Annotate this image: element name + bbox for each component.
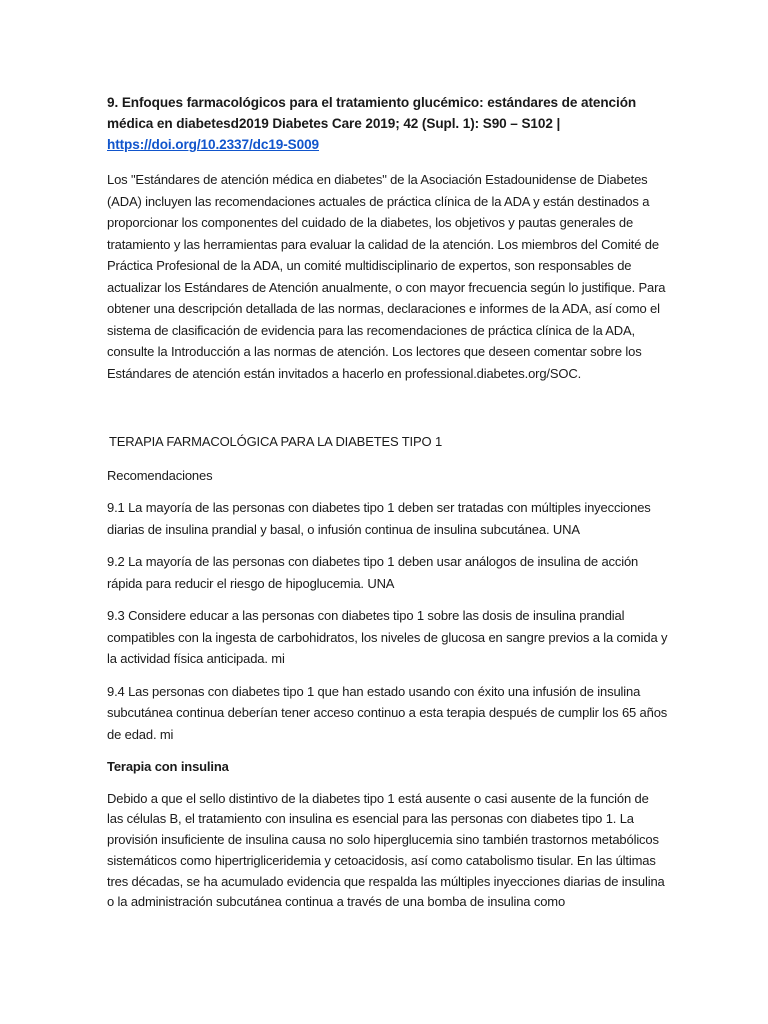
insulin-paragraph: Debido a que el sello distintivo de la diabetes tipo 1 está ausente o casi ausente de la función de las células B, el tratamiento con insulina es esencial para las personas con diabetes tipo 1. La provisión insuficiente de insulina causa no solo hiperglucemia sino también trastornos metabólicos sistemáticos como hipertrigliceridemia y cetoacidosis, así como catabolismo tisular. En las últimas tres décadas, se ha acumulado evidencia que respalda las múltiples inyecciones diarias de insulina o la administración subcutánea continua a través de una bomba de insulina como bbox=[107, 790, 665, 910]
title-text: 9. Enfoques farmacológicos para el tratamiento glucémico: estándares de atención médica en diabetesd2019 Diabetes Care 2019; 42 (Supl. 1): S90 – S102 | bbox=[107, 95, 637, 131]
intro-paragraph: Los "Estándares de atención médica en diabetes" de la Asociación Estadounidense de Diabetes (ADA) incluyen las recomendaciones actuales de práctica clínica de la ADA y están destinados a proporcionar los componentes del cuidado de la diabetes, los objetivos y pautas generales de tratamiento y las herramientas para evaluar la calidad de la atención. Los miembros del Comité de Práctica Profesional de la ADA, un comité multidisciplinario de expertos, son responsables de actualizar los Estándares de Atención anualmente, o con mayor frecuencia según lo justifique. Para obtener una descripción detallada de las normas, declaraciones e informes de la ADA, así como el sistema de clasificación de evidencia para las recomendaciones de práctica clínica de la ADA, consulte la Introducción a las normas de atención. Los lectores que deseen comentar sobre los Estándares de atención están invitados a hacerlo en professional.diabetes.org/SOC. bbox=[107, 172, 666, 381]
recommendation-item: 9.1 La mayoría de las personas con diabetes tipo 1 deben ser tratadas con múltiples inyecciones diarias de insulina prandial y basal, o infusión continua de insulina subcutánea. UNA bbox=[107, 500, 651, 537]
recommendation-item: 9.3 Considere educar a las personas con diabetes tipo 1 sobre las dosis de insulina prandial compatibles con la ingesta de carbohidratos, los niveles de glucosa en sangre previos a la comida y la actividad física anticipada. mi bbox=[107, 608, 668, 666]
insulin-therapy-heading: Terapia con insulina bbox=[107, 759, 229, 774]
document-title bbox=[107, 92, 668, 155]
recommendation-item: 9.2 La mayoría de las personas con diabetes tipo 1 deben usar análogos de insulina de acción rápida para reducir el riesgo de hipoglucemia. UNA bbox=[107, 554, 639, 591]
section-heading: TERAPIA FARMACOLÓGICA PARA LA DIABETES TIPO 1 bbox=[109, 434, 443, 449]
recommendations-label: Recomendaciones bbox=[107, 467, 213, 483]
doi-link[interactable]: https://doi.org/10.2337/dc19-S009 bbox=[107, 137, 320, 152]
recommendation-item: 9.4 Las personas con diabetes tipo 1 que han estado usando con éxito una infusión de insulina subcutánea continua deberían tener acceso continuo a esta terapia después de cumplir los 65 años de edad. mi bbox=[107, 683, 668, 742]
